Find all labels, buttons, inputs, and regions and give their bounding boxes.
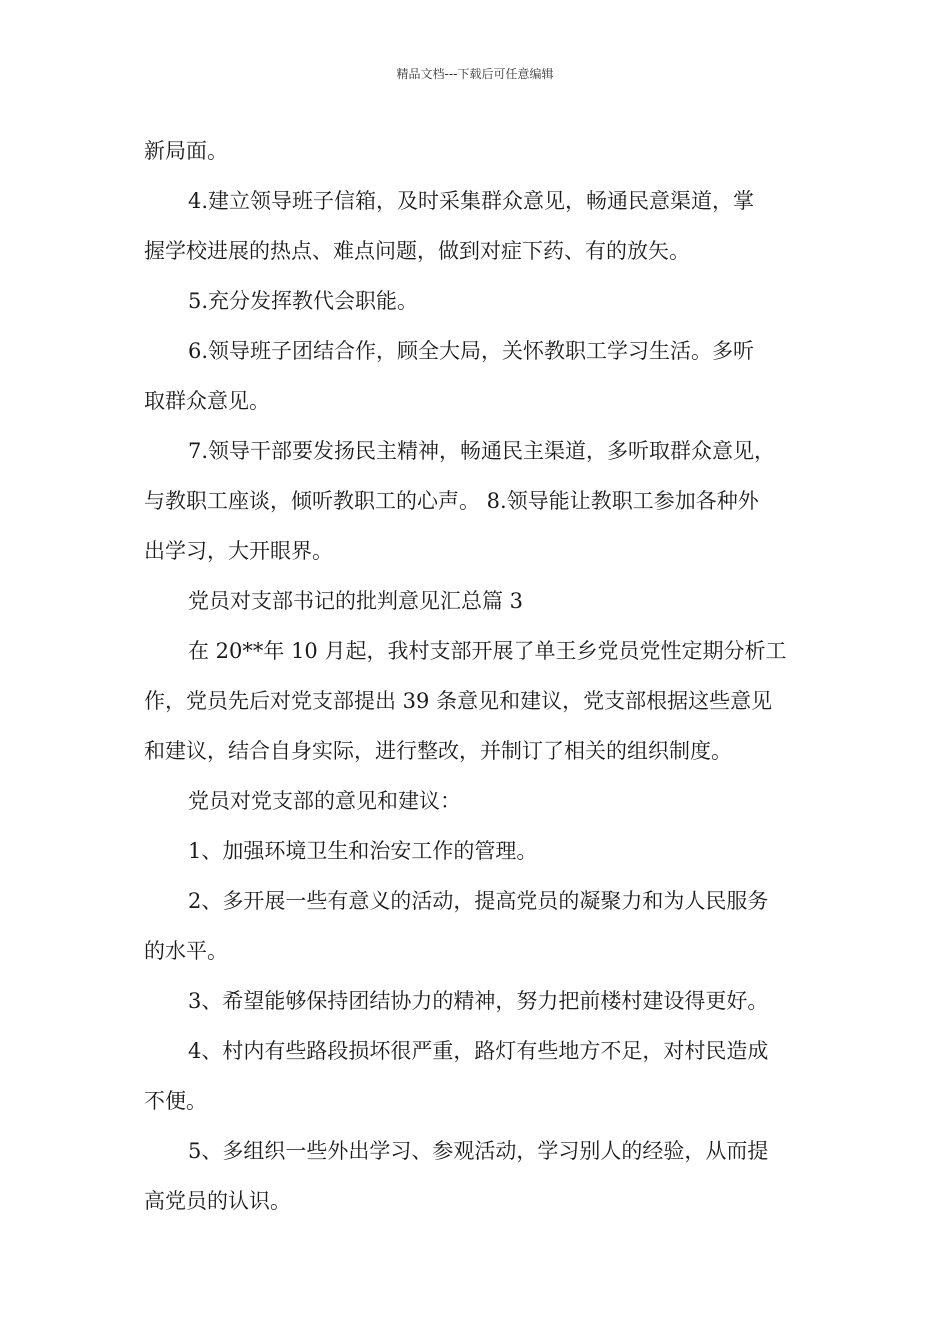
text-line: 6.领导班子团结合作，顾全大局，关怀教职工学习生活。多听	[188, 339, 755, 363]
text-line: 与教职工座谈，倾听教职工的心声。 8.领导能让教职工参加各种外	[144, 489, 759, 513]
text-line: 作，党员先后对党支部提出 39 条意见和建议，党支部根据这些意见	[144, 689, 773, 713]
list-item: 1、加强环境卫生和治安工作的管理。	[188, 839, 538, 863]
text-line: 出学习，大开眼界。	[144, 539, 333, 563]
text-line: 7.领导干部要发扬民主精神，畅通民主渠道，多听取群众意见，	[188, 439, 776, 463]
text-line: 高党员的认识。	[144, 1189, 291, 1213]
text-line: 新局面。	[144, 139, 228, 163]
text-line: 不便。	[144, 1089, 207, 1113]
page-header: 精品文档---下载后可任意编辑	[396, 67, 554, 81]
text-line: 党员对党支部的意见和建议：	[188, 789, 461, 813]
text-line: 的水平。	[144, 939, 228, 963]
text-line: 握学校进展的热点、难点问题，做到对症下药、有的放矢。	[144, 239, 690, 263]
list-item: 5、多组织一些外出学习、参观活动，学习别人的经验，从而提	[188, 1139, 769, 1163]
document-body	[144, 130, 834, 1230]
text-line: 和建议，结合自身实际，进行整改，并制订了相关的组织制度。	[144, 739, 732, 763]
text-line: 取群众意见。	[144, 389, 270, 413]
text-line: 在 20**年 10 月起，我村支部开展了单王乡党员党性定期分析工	[188, 639, 787, 663]
list-item: 3、希望能够保持团结协力的精神，努力把前楼村建设得更好。	[188, 989, 769, 1013]
list-item: 2、多开展一些有意义的活动，提高党员的凝聚力和为人民服务	[188, 889, 769, 913]
section-heading: 党员对支部书记的批判意见汇总篇 3	[188, 589, 524, 613]
text-line: 5.充分发挥教代会职能。	[188, 289, 419, 313]
list-item: 4、村内有些路段损坏很严重，路灯有些地方不足，对村民造成	[188, 1039, 769, 1063]
text-line: 4.建立领导班子信箱，及时采集群众意见，畅通民意渠道，掌	[188, 189, 755, 213]
